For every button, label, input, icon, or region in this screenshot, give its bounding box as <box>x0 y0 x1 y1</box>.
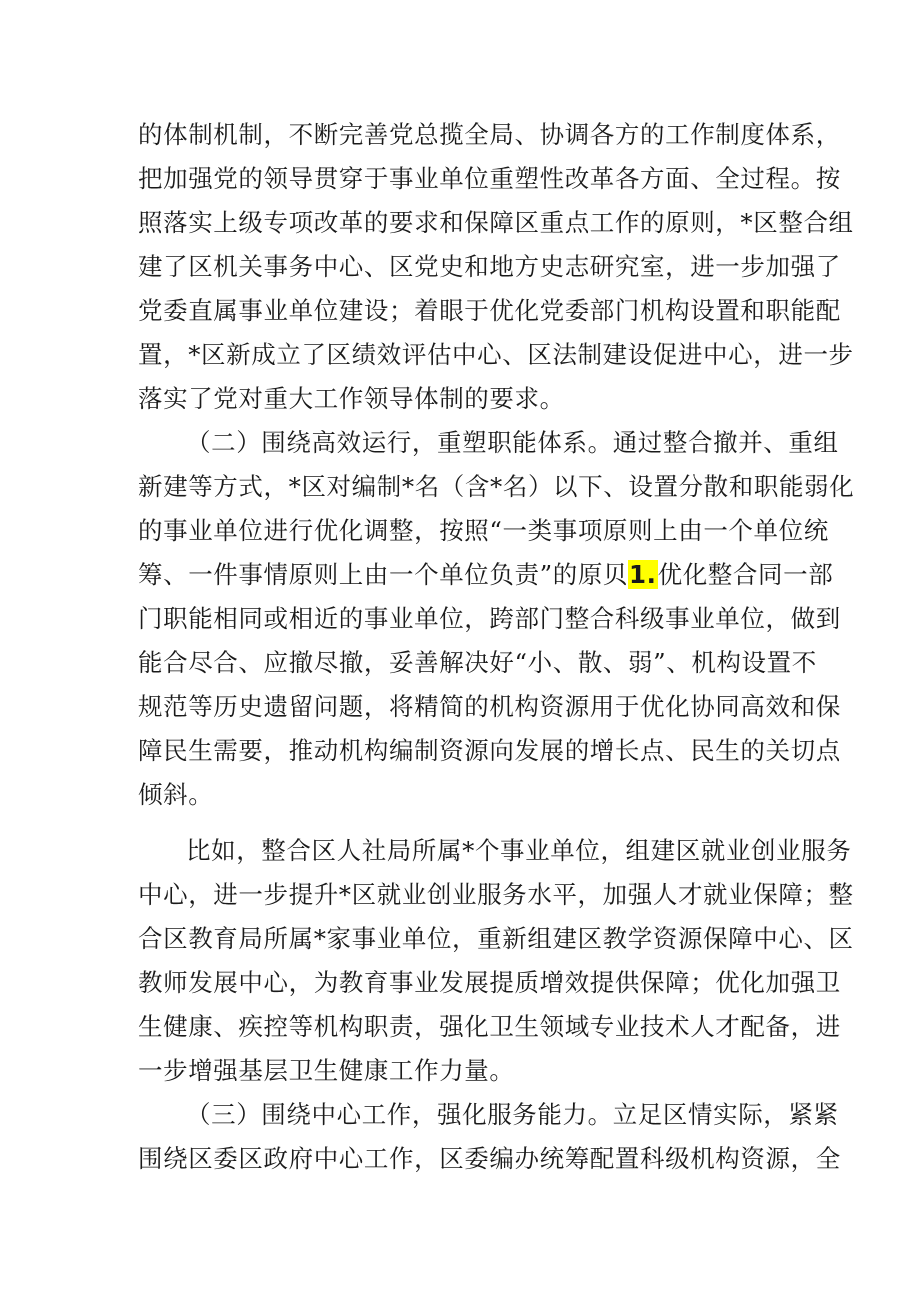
highlight-marker: 1. <box>629 560 657 589</box>
text-line: 落实了党对重大工作领导体制的要求。 <box>138 384 565 413</box>
section-heading-line: （二）围绕高效运行，重塑职能体系。通过整合撤并、重组 <box>186 428 839 457</box>
text-line: 置，*区新成立了区绩效评估中心、区法制建设促进中心，进一步 <box>138 340 854 369</box>
text-line: 障民生需要，推动机构编制资源向发展的增长点、民生的关切点 <box>138 736 841 765</box>
text-line: 的事业单位进行优化调整，按照“一类事项原则上由一个单位统 <box>138 516 829 545</box>
text-line: 照落实上级专项改革的要求和保障区重点工作的原则，*区整合组 <box>138 208 854 237</box>
section-heading-line: （三）围绕中心工作，强化服务能力。立足区情实际，紧紧 <box>186 1100 839 1129</box>
text-line: 中心，进一步提升*区就业创业服务水平，加强人才就业保障；整 <box>138 880 854 909</box>
text-line: 围绕区委区政府中心工作，区委编办统筹配置科级机构资源，全 <box>138 1144 841 1173</box>
text-line: 规范等历史遗留问题，将精简的机构资源用于优化协同高效和保 <box>138 692 841 721</box>
paragraph-start-line: 比如，整合区人社局所属*个事业单位，组建区就业创业服务 <box>186 836 852 865</box>
text-line: 一步增强基层卫生健康工作力量。 <box>138 1056 515 1085</box>
text-line: 新建等方式，*区对编制*名（含*名）以下、设置分散和职能弱化 <box>138 472 855 501</box>
text-line: 能合尽合、应撤尽撤，妥善解决好“小、散、弱”、机构设置不 <box>138 648 817 677</box>
text-line: 合区教育局所属*家事业单位，重新组建区教学资源保障中心、区 <box>138 924 854 953</box>
text-segment: 优化整合同一部 <box>657 560 834 589</box>
text-line: 门职能相同或相近的事业单位，跨部门整合科级事业单位，做到 <box>138 604 841 633</box>
text-line: 的体制机制，不断完善党总揽全局、协调各方的工作制度体系， <box>138 120 841 149</box>
text-line: 把加强党的领导贯穿于事业单位重塑性改革各方面、全过程。按 <box>138 164 841 193</box>
text-line: 倾斜。 <box>138 780 214 809</box>
text-line-with-marker <box>138 553 834 597</box>
text-line: 生健康、疾控等机构职责，强化卫生领域专业技术人才配备，进 <box>138 1012 841 1041</box>
text-line: 教师发展中心，为教育事业发展提质增效提供保障；优化加强卫 <box>138 968 841 997</box>
text-line: 建了区机关事务中心、区党史和地方史志研究室，进一步加强了 <box>138 252 841 281</box>
text-line: 党委直属事业单位建设；着眼于优化党委部门机构设置和职能配 <box>138 296 841 325</box>
text-segment: 筹、一件事情原则上由一个单位负责”的原贝 <box>138 560 629 589</box>
